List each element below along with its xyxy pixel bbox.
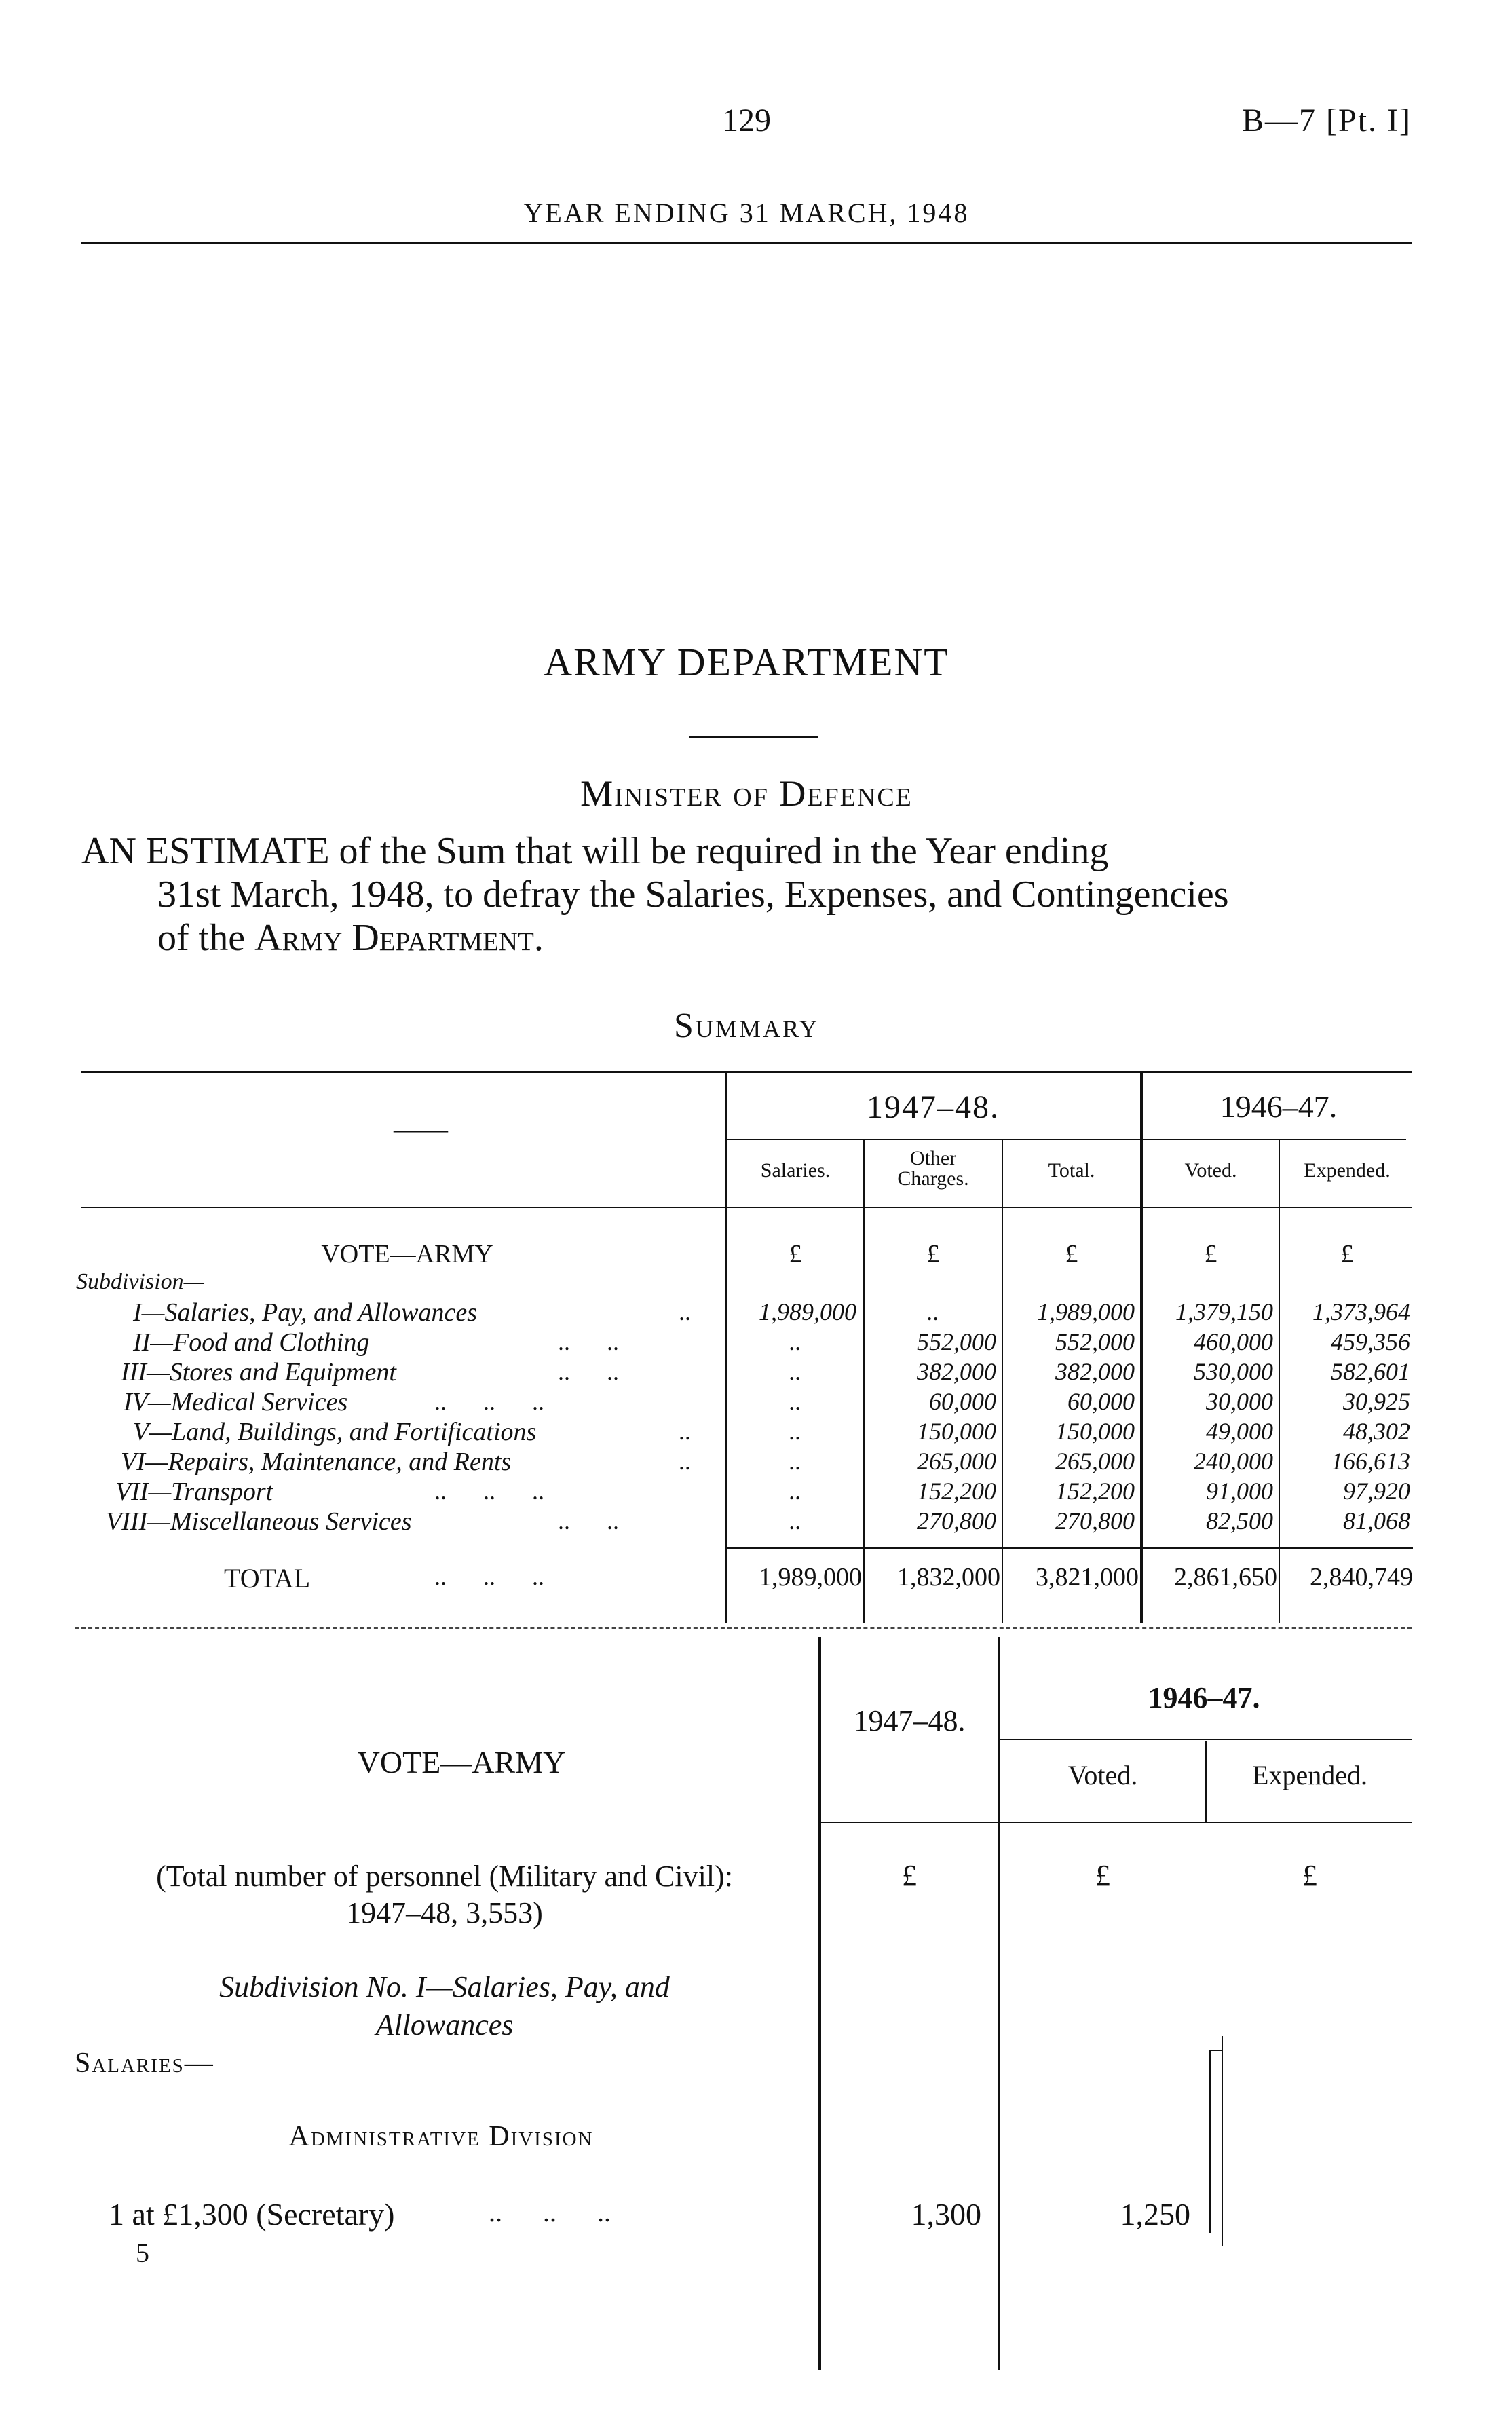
summary-row-label: IV—Medical Services	[124, 1388, 348, 1416]
summary-cell: 97,920	[1343, 1477, 1410, 1505]
estimate-line-2: 31st March, 1948, to defray the Salaries, Expenses, and Contingencies	[157, 873, 1229, 916]
detail-row1-label: 1 at £1,300 (Secretary)	[109, 2197, 395, 2232]
summary-year-1947: 1947–48.	[867, 1089, 1000, 1125]
summary-cur-exp: £	[1340, 1240, 1354, 1268]
detail-expended: Expended.	[1252, 1760, 1367, 1790]
summary-cell: 382,000	[917, 1358, 996, 1385]
summary-cell: 382,000	[1055, 1358, 1135, 1385]
title-short-rule	[689, 736, 818, 738]
estimate-line-3	[81, 916, 1425, 960]
summary-cell: ..	[789, 1418, 801, 1445]
summary-row-dots: .. ..	[558, 1507, 619, 1535]
estimate-text-1: of the Sum that will be required in the Year ending	[339, 830, 1109, 872]
page-number: 129	[722, 102, 771, 138]
detail-subdivision	[68, 1968, 821, 2044]
summary-cell: ..	[789, 1448, 801, 1475]
detail-row1-dots: .. .. ..	[489, 2197, 611, 2227]
summary-cell: 60,000	[929, 1388, 996, 1415]
detail-row1-1947: 1,300	[911, 2197, 981, 2232]
col-other-charges-1: Other	[909, 1147, 957, 1169]
detail-voted: Voted.	[1067, 1760, 1138, 1790]
summary-row-label: I—Salaries, Pay, and Allowances	[133, 1298, 477, 1327]
summary-cell: 60,000	[1067, 1388, 1135, 1415]
summary-cell: 460,000	[1194, 1328, 1273, 1355]
summary-cur-total: £	[1065, 1240, 1078, 1268]
detail-year-1946: 1946–47.	[1148, 1681, 1260, 1714]
document-reference: B—7 [Pt. I]	[1242, 102, 1412, 138]
summary-cell: 166,613	[1331, 1448, 1410, 1475]
summary-row-label: III—Stores and Equipment	[121, 1358, 396, 1387]
col-other-charges-2: Charges.	[897, 1167, 969, 1190]
summary-row-dots: ..	[679, 1298, 691, 1325]
detail-bracket-a	[1209, 2050, 1211, 2233]
col-other-charges	[865, 1148, 1002, 1189]
summary-cell: 265,000	[1055, 1448, 1135, 1475]
summary-cell: 30,000	[1206, 1388, 1273, 1415]
summary-row-dots: .. ..	[558, 1328, 619, 1355]
summary-bottom-rule	[75, 1627, 1412, 1629]
detail-vline-1947	[998, 1637, 1000, 2370]
detail-subdivision-2: Allowances	[375, 2008, 514, 2041]
summary-cell: 552,000	[1055, 1328, 1135, 1355]
summary-cell: 150,000	[917, 1418, 996, 1445]
summary-cell: 1,373,964	[1312, 1298, 1410, 1325]
col-salaries: Salaries.	[760, 1159, 831, 1182]
summary-cell: ..	[789, 1477, 801, 1505]
detail-row1-voted: 1,250	[1120, 2197, 1190, 2232]
summary-cur-sal: £	[789, 1240, 802, 1268]
summary-cell: ..	[789, 1388, 801, 1415]
summary-cell: 270,800	[917, 1507, 996, 1535]
summary-row-dots: .. .. ..	[434, 1388, 544, 1415]
detail-personnel-1: (Total number of personnel (Military and Civil):	[156, 1860, 733, 1893]
summary-cell: 150,000	[1055, 1418, 1135, 1445]
summary-cell: 30,925	[1343, 1388, 1410, 1415]
summary-row-dots: .. ..	[558, 1358, 619, 1385]
summary-row-dots: ..	[679, 1418, 691, 1445]
summary-row-dots: .. .. ..	[434, 1477, 544, 1505]
summary-cell: 91,000	[1206, 1477, 1273, 1505]
summary-row-label: II—Food and Clothing	[133, 1328, 370, 1357]
col-voted: Voted.	[1184, 1159, 1237, 1182]
summary-row-label: VIII—Miscellaneous Services	[106, 1507, 412, 1536]
summary-total-cell: 1,989,000	[759, 1563, 862, 1592]
minister-line: Minister of Defence	[580, 773, 913, 814]
detail-subdivision-1: Subdivision No. I—Salaries, Pay, and	[219, 1970, 670, 2003]
detail-year-rule	[1000, 1739, 1412, 1740]
summary-cur-other: £	[926, 1240, 940, 1268]
estimate-dept: Army Department.	[254, 917, 544, 959]
summary-cell: 1,989,000	[759, 1298, 856, 1325]
summary-cell: 582,601	[1331, 1358, 1410, 1385]
summary-subdivision-label: Subdivision—	[76, 1269, 204, 1294]
summary-cell: 1,379,150	[1175, 1298, 1273, 1325]
detail-cur-voted: £	[1095, 1859, 1110, 1892]
summary-row-label: VII—Transport	[115, 1477, 273, 1506]
summary-total-cell: 1,832,000	[897, 1563, 1000, 1592]
detail-vline-voted	[1205, 1741, 1207, 1823]
summary-cell: 530,000	[1194, 1358, 1273, 1385]
estimate-text-3: of the	[157, 917, 246, 959]
summary-cell: 552,000	[917, 1328, 996, 1355]
summary-top-rule	[81, 1071, 1412, 1073]
summary-total-cell: 2,840,749	[1310, 1563, 1413, 1592]
summary-cur-voted: £	[1204, 1240, 1217, 1268]
summary-total-cell: 2,861,650	[1174, 1563, 1277, 1592]
summary-total-label: TOTAL	[224, 1563, 311, 1594]
summary-cell: 1,989,000	[1037, 1298, 1135, 1325]
summary-cell: 265,000	[917, 1448, 996, 1475]
summary-total-cell: 3,821,000	[1036, 1563, 1139, 1592]
detail-year-1947: 1947–48.	[853, 1704, 966, 1737]
col-total: Total.	[1048, 1159, 1095, 1182]
summary-header-rule	[81, 1207, 1412, 1208]
detail-personnel-2: 1947–48, 3,553)	[346, 1896, 543, 1929]
detail-header-rule	[821, 1822, 1412, 1823]
detail-bracket-b	[1222, 2036, 1223, 2246]
summary-year-1946: 1946–47.	[1220, 1089, 1338, 1124]
summary-year-rule	[727, 1139, 1406, 1140]
detail-bracket-top	[1209, 2050, 1222, 2051]
detail-cur-1947: £	[902, 1859, 917, 1892]
summary-cell: ..	[789, 1507, 801, 1535]
detail-admin-division: Administrative Division	[288, 2121, 594, 2152]
estimate-line-1	[81, 829, 1425, 873]
detail-vote-label: VOTE—ARMY	[357, 1745, 566, 1780]
summary-cell: ..	[927, 1298, 939, 1325]
summary-heading: Summary	[674, 1006, 819, 1045]
summary-cell: 152,200	[917, 1477, 996, 1505]
summary-cell: ..	[789, 1358, 801, 1385]
col-expended: Expended.	[1304, 1159, 1391, 1182]
summary-total-rule	[727, 1547, 1413, 1549]
signature-mark: 5	[136, 2238, 149, 2268]
summary-cell: 49,000	[1206, 1418, 1273, 1445]
summary-label-dash: ——	[394, 1114, 448, 1144]
detail-salaries-label: Salaries—	[75, 2048, 214, 2079]
summary-cell: 152,200	[1055, 1477, 1135, 1505]
summary-row-label: V—Land, Buildings, and Fortifications	[133, 1418, 537, 1446]
summary-cell: 240,000	[1194, 1448, 1273, 1475]
summary-row-label: VI—Repairs, Maintenance, and Rents	[121, 1448, 512, 1476]
header-rule	[81, 242, 1412, 244]
detail-cur-expended: £	[1302, 1859, 1317, 1892]
year-ending-line: YEAR ENDING 31 MARCH, 1948	[523, 197, 970, 228]
summary-cell: 48,302	[1343, 1418, 1410, 1445]
summary-cell: 81,068	[1343, 1507, 1410, 1535]
estimate-lead: AN ESTIMATE	[81, 830, 330, 872]
summary-cell: 459,356	[1331, 1328, 1410, 1355]
summary-vote-label: VOTE—ARMY	[321, 1240, 493, 1268]
summary-cell: 82,500	[1206, 1507, 1273, 1535]
summary-total-dots: .. .. ..	[434, 1563, 544, 1590]
summary-cell: ..	[789, 1328, 801, 1355]
estimate-paragraph	[81, 829, 1425, 960]
detail-personnel	[68, 1858, 821, 1932]
summary-cell: 270,800	[1055, 1507, 1135, 1535]
summary-row-dots: ..	[679, 1448, 691, 1475]
department-title: ARMY DEPARTMENT	[544, 640, 949, 684]
